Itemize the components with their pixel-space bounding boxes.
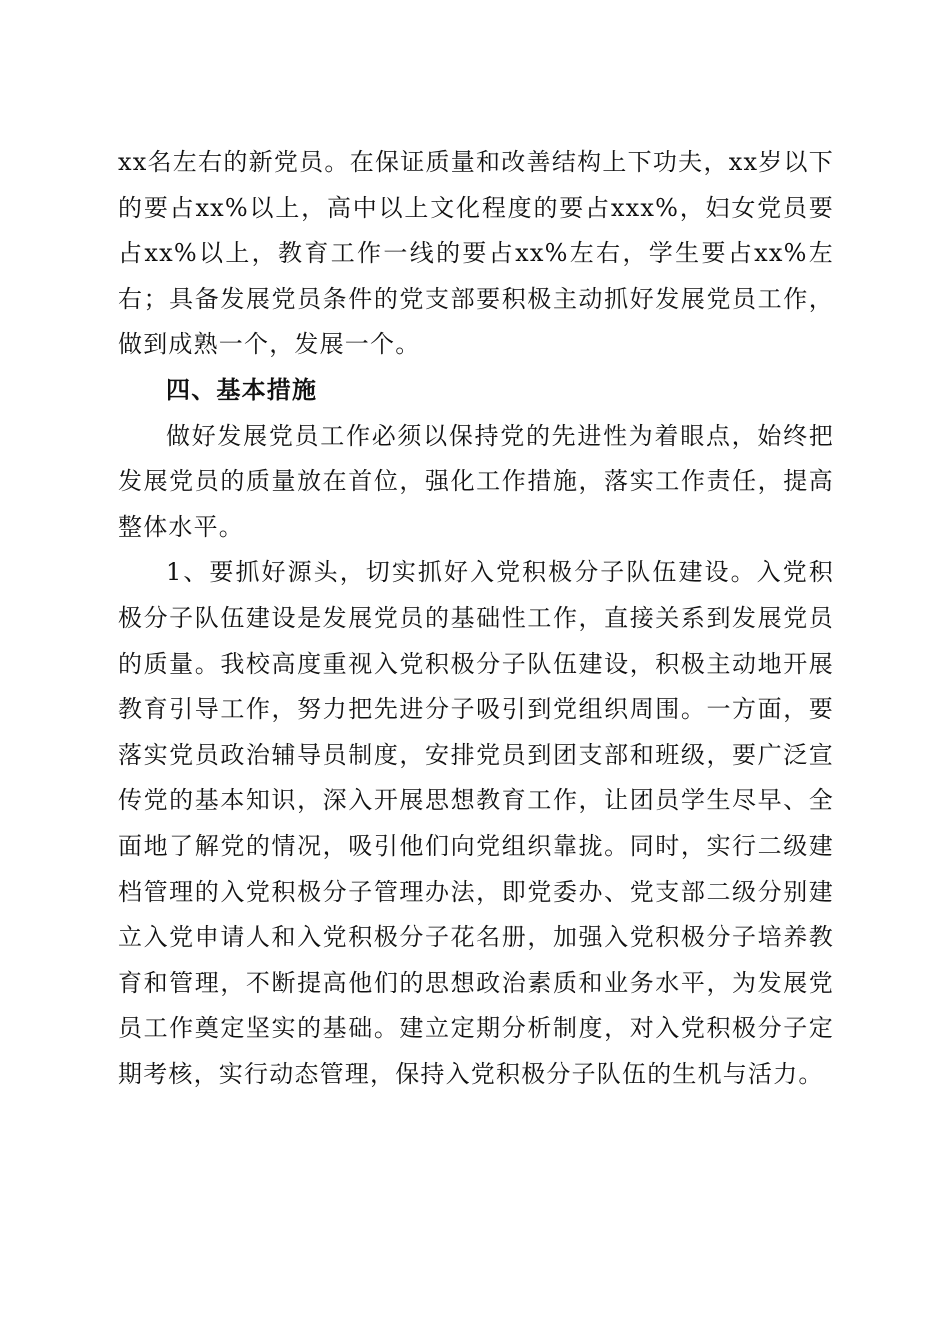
- paragraph-recruitment-targets: xx名左右的新党员。在保证质量和改善结构上下功夫，xx岁以下的要占xx%以上，高中以上文化程度的要占xxx%，妇女党员要占xx%以上，教育工作一线的要占xx%左右，学生要占xx%左右；具备发展党员条件的党支部要积极主动抓好发展党员工作，做到成熟一个，发展一个。: [118, 148, 834, 359]
- paragraph-measure-1-source-activists: 1、要抓好源头，切实抓好入党积极分子队伍建设。入党积极分子队伍建设是发展党员的基础性工作，直接关系到发展党员的质量。我校高度重视入党积极分子队伍建设，积极主动地开展教育引导工作，努力把先进分子吸引到党组织周围。一方面，要落实党员政治辅导员制度，安排党员到团支部和班级，要广泛宣传党的基本知识，深入开展思想教育工作，让团员学生尽早、全面地了解党的情况，吸引他们向党组织靠拢。同时，实行二级建档管理的入党积极分子管理办法，即党委办、党支部二级分别建立入党申请人和入党积极分子花名册，加强入党积极分子培养教育和管理，不断提高他们的思想政治素质和业务水平，为发展党员工作奠定坚实的基础。建立定期分析制度，对入党积极分子定期考核，实行动态管理，保持入党积极分子队伍的生机与活力。: [118, 558, 834, 1088]
- section-heading-basic-measures: 四、基本措施: [166, 375, 318, 404]
- document-body: [118, 140, 834, 1097]
- paragraph-measures-intro: 做好发展党员工作必须以保持党的先进性为着眼点，始终把发展党员的质量放在首位，强化工作措施，落实工作责任，提高整体水平。: [118, 421, 834, 541]
